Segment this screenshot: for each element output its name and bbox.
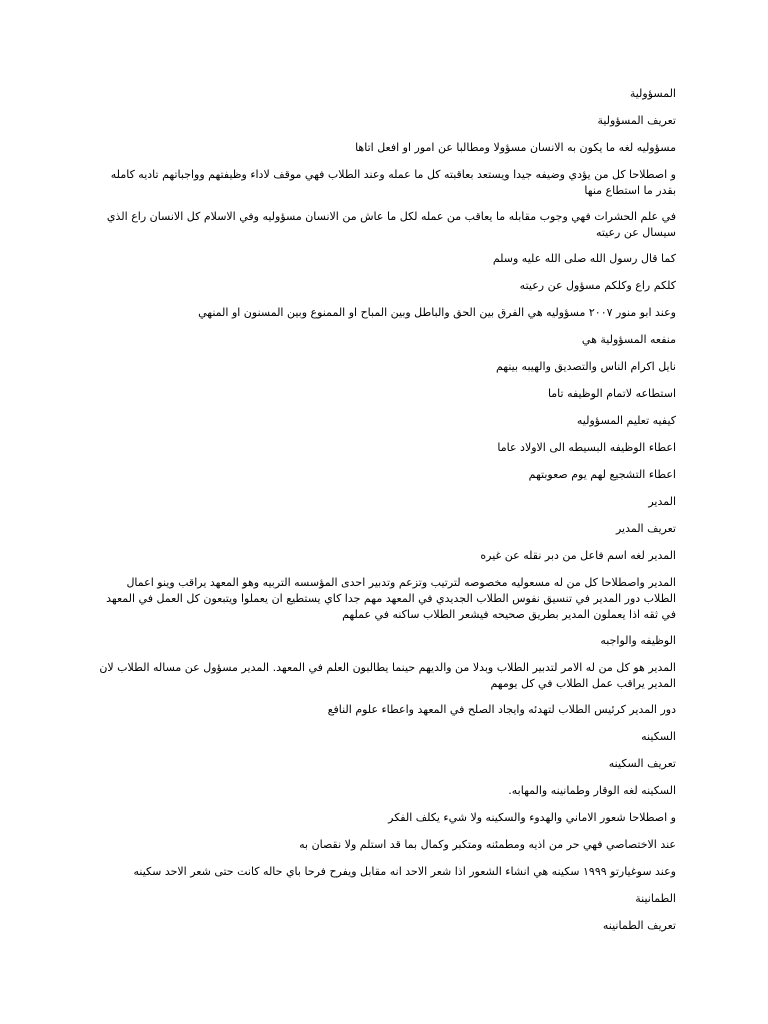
heading-director: المدير xyxy=(648,495,676,508)
paragraph: المدير واصطلاحا كل من له مسعوليه مخصوصه لترتيب وتزعم وتدبير احدى المؤسسه التربيه وهو المعهد يراقب وينو اعمال الطلاب دور المدير في تنسيق نفوس الطلاب الجديدي في المعهد مهم جدا كاي يستطيع ان يعملوا ويتبعون كل العمل في المعهد في ثقه اذا يعملون المدير بطريق صحيحه فيشعر الطلاب ساكنه في عملهم xyxy=(106,576,676,621)
paragraph: استطاعه لاتمام الوظيفه تاما xyxy=(547,387,676,400)
subheading-definition-director: تعريف المدير xyxy=(615,522,676,535)
paragraph: السكينه لغه الوقار وطمانينه والمهابه. xyxy=(508,784,676,797)
paragraph: اعطاء الوظيفه البسيطه الى الاولاد عاما xyxy=(497,441,676,454)
paragraph: نايل اكرام الناس والتصديق والهيبه بينهم xyxy=(495,360,676,373)
paragraph: المدير هو كل من له الامر لتدبير الطلاب وبدلا من والديهم حينما يطالبون العلم في المعهد. المدير مسؤول عن مساله الطلاب لان المدير يراقب عمل الطلاب في كل يومهم xyxy=(99,661,676,690)
subheading-benefit: منفعه المسؤولية هي xyxy=(581,333,676,346)
subheading-definition-tranquility: تعريف السكينه xyxy=(608,757,676,770)
heading-serenity: الطمانينة xyxy=(635,892,676,905)
paragraph: كما قال رسول الله صلى الله عليه وسلم xyxy=(492,252,676,265)
paragraph: المدير لغه اسم فاعل من دبر نقله عن غيره xyxy=(480,549,676,562)
paragraph: كلكم راع وكلكم مسؤول عن رعيته xyxy=(519,279,676,292)
paragraph: عند الاختصاصي فهي حر من اذيه ومطمئنه ومتكبر وكمال بما قد استلم ولا نقصان به xyxy=(299,838,676,851)
paragraph: في علم الحشرات فهي وجوب مقابله ما يعاقب من عمله لكل ما عاش من الانسان مسؤوليه وفي الاسلام كل الانسان راع الذي سيسال عن رعيته xyxy=(106,210,676,239)
heading-tranquility: السكينه xyxy=(641,730,676,743)
document-body xyxy=(98,86,676,945)
subheading-definition-responsibility: تعريف المسؤولية xyxy=(597,114,676,127)
paragraph: وعند ابو منور ٢٠٠٧ مسؤوليه هي الفرق بين الحق والباطل وبين المباح او الممنوع وبين المسنون او المنهي xyxy=(198,306,676,319)
paragraph: اعطاء التشجيع لهم يوم صعوبتهم xyxy=(528,468,676,481)
subheading-duty: الوظيفه والواجبه xyxy=(600,634,676,647)
subheading-teaching: كيفيه تعليم المسؤوليه xyxy=(576,414,676,427)
paragraph: و اصطلاحا كل من يؤدي وضيفه جيدا ويستعد بعاقبته كل ما عمله وعند الطلاب فهي موقف لاداء وظيفتهم وواجباتهم تاديه كامله بقدر ما استطاع منها xyxy=(110,168,676,197)
paragraph: وعند سوغيارتو ١٩٩٩ سكينه هي انشاء الشعور اذا شعر الاحد انه مقابل ويفرح فرحا باي حاله كانت حتى شعر الاحد سكينه xyxy=(133,865,676,878)
paragraph: مسؤوليه لغه ما يكون به الانسان مسؤولا ومطالبا عن امور او افعل اتاها xyxy=(355,141,676,154)
paragraph: دور المدير كرئيس الطلاب لتهدئه وايجاد الصلح في المعهد واعطاء علوم النافع xyxy=(327,703,676,716)
heading-responsibility: المسؤولية xyxy=(629,87,676,100)
paragraph: و اصطلاحا شعور الاماني والهدوء والسكينه ولا شيء يكلف الفكر xyxy=(388,811,676,824)
subheading-definition-serenity: تعريف الطمانينه xyxy=(602,919,676,932)
